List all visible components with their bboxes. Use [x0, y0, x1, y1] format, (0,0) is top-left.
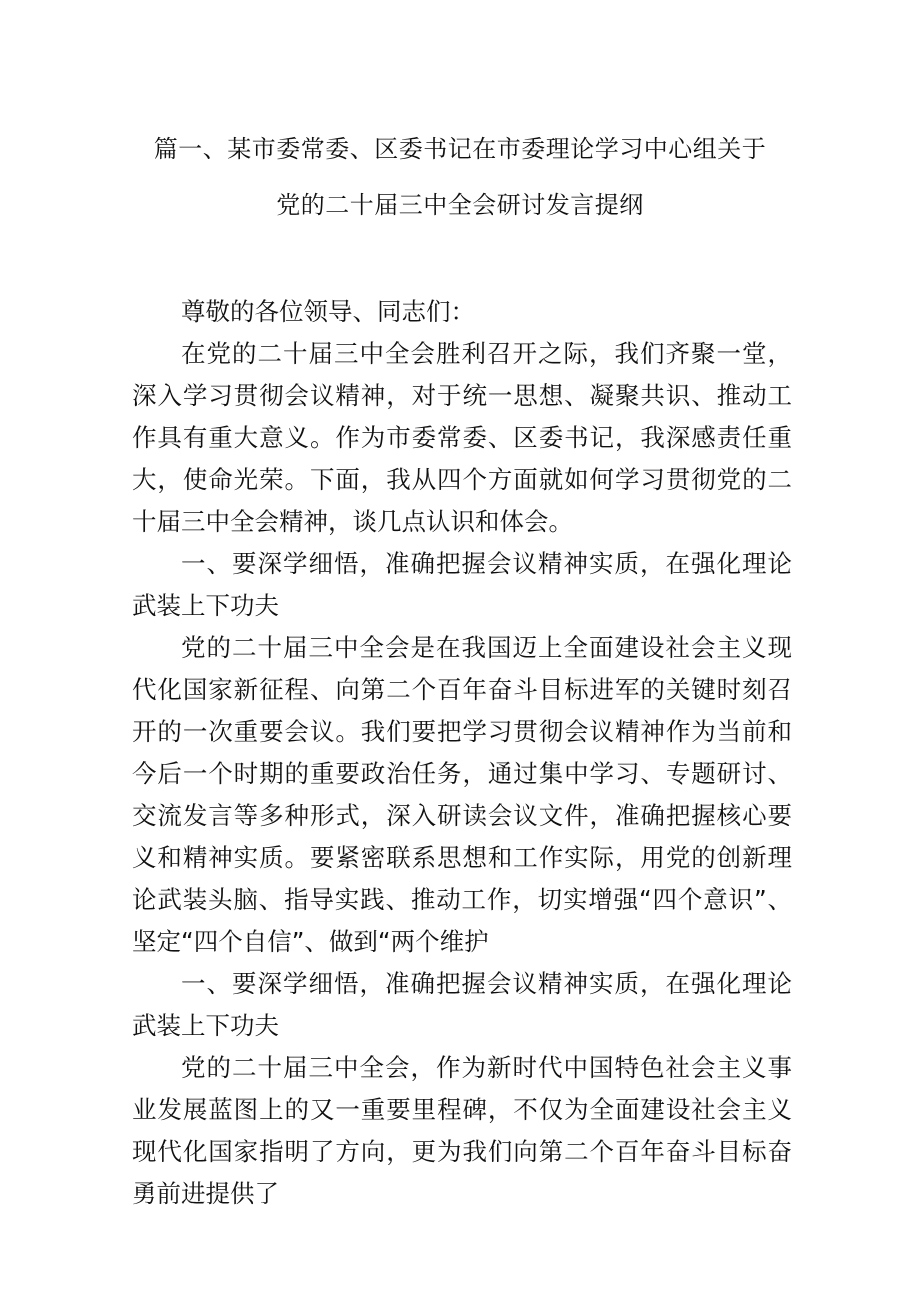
document-body	[132, 291, 792, 1215]
document-title-line-2: 党的二十届三中全会研讨发言提纲	[276, 191, 644, 219]
document-title-line-1: 篇一、某市委常委、区委书记在市委理论学习中心组关于	[153, 135, 767, 163]
intro-paragraph: 在党的二十届三中全会胜利召开之际，我们齐聚一堂，深入学习贯彻会议精神，对于统一思想、凝聚共识、推动工作具有重大意义。作为市委常委、区委书记，我深感责任重大，使命光荣。下面，我从四个方面就如何学习贯彻党的二十届三中全会精神，谈几点认识和体会。	[132, 339, 792, 536]
section-heading: 一、要深学细悟，准确把握会议精神实质，在强化理论武装上下功夫	[132, 549, 792, 620]
section-heading: 一、要深学细悟，准确把握会议精神实质，在强化理论武装上下功夫	[132, 969, 792, 1040]
body-paragraph: 党的二十届三中全会是在我国迈上全面建设社会主义现代化国家新征程、向第二个百年奋斗目标进军的关键时刻召开的一次重要会议。我们要把学习贯彻会议精神作为当前和今后一个时期的重要政治任务，通过集中学习、专题研讨、交流发言等多种形式，深入研读会议文件，准确把握核心要义和精神实质。要紧密联系思想和工作实际，用党的创新理论武装头脑、指导实践、推动工作，切实增强“四个意识”、坚定“四个自信”、做到“两个维护	[132, 633, 792, 956]
salutation: 尊敬的各位领导、同志们：	[181, 297, 475, 326]
body-paragraph: 党的二十届三中全会，作为新时代中国特色社会主义事业发展蓝图上的又一重要里程碑，不仅为全面建设社会主义现代化国家指明了方向，更为我们向第二个百年奋斗目标奋勇前进提供了	[132, 1053, 792, 1208]
